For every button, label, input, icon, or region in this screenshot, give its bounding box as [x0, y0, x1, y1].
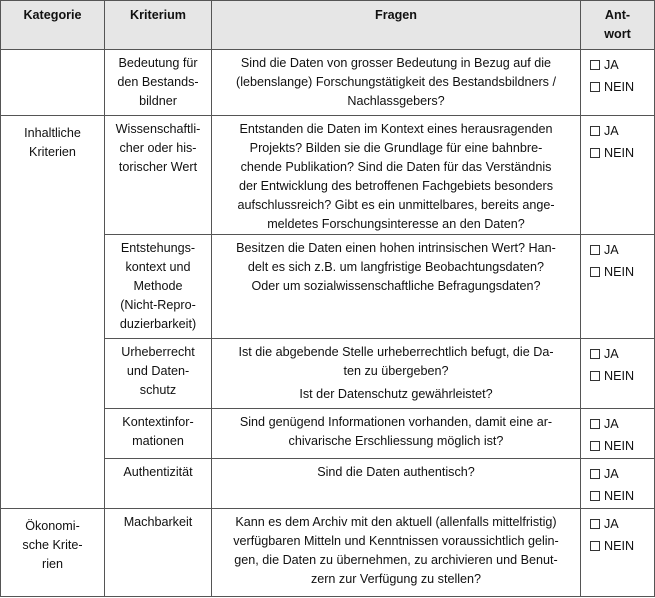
ja-checkbox[interactable] — [590, 513, 651, 535]
category-line: Kriterien — [29, 145, 76, 159]
fragen-cell — [212, 235, 581, 339]
checkbox-icon — [590, 419, 600, 429]
checkbox-icon — [590, 469, 600, 479]
kriterium-cell — [105, 116, 212, 235]
header-antwort-line-2: wort — [604, 27, 631, 41]
fragen-line: chivarische Erschliessung möglich ist? — [288, 434, 504, 448]
kriterium-cell — [105, 339, 212, 409]
table-row — [1, 116, 655, 235]
fragen-line: Entstanden die Daten im Kontext eines herausragenden — [239, 122, 553, 136]
fragen-line: aufschlussreich? Gibt es ein unmittelbares, bereits ange- — [237, 198, 555, 212]
fragen-line: Besitzen die Daten einen hohen intrinsischen Wert? Han- — [236, 241, 556, 255]
ja-checkbox[interactable] — [590, 463, 651, 485]
antwort-cell — [581, 459, 655, 509]
kriterium-cell — [105, 509, 212, 597]
nein-checkbox[interactable] — [590, 142, 651, 164]
nein-label: NEIN — [604, 539, 635, 553]
fragen-line: verfügbaren Mitteln und Kenntnissen voraussichtlich gelin- — [233, 534, 559, 548]
kriterium-line: (Nicht-Repro- — [120, 298, 196, 312]
antwort-cell — [581, 409, 655, 459]
nein-checkbox[interactable] — [590, 261, 651, 283]
kriterium-line: Bedeutung für — [118, 56, 198, 70]
ja-checkbox[interactable] — [590, 413, 651, 435]
antwort-cell — [581, 50, 655, 116]
ja-label: JA — [604, 243, 619, 257]
category-cell-inhaltlich — [1, 116, 105, 509]
ja-checkbox[interactable] — [590, 239, 651, 261]
kriterium-line: duzierbarkeit) — [119, 317, 197, 331]
kriterium-cell — [105, 459, 212, 509]
header-row — [1, 1, 655, 50]
header-kategorie — [1, 1, 105, 50]
ja-checkbox[interactable] — [590, 343, 651, 365]
nein-checkbox[interactable] — [590, 76, 651, 98]
fragen-line: Sind die Daten authentisch? — [317, 465, 475, 479]
nein-label: NEIN — [604, 369, 635, 383]
kriterium-line: den Bestands- — [117, 75, 199, 89]
fragen-line: Nachlassgebers? — [347, 94, 445, 108]
checkbox-icon — [590, 349, 600, 359]
nein-label: NEIN — [604, 439, 635, 453]
fragen-line: (lebenslange) Forschungstätigkeit des Bestandsbildners / — [236, 75, 556, 89]
kriterium-line: Machbarkeit — [123, 515, 193, 529]
fragen-line: Kann es dem Archiv mit den aktuell (allenfalls mittelfristig) — [235, 515, 557, 529]
fragen-line: zern zur Verfügung zu stellen? — [310, 572, 482, 586]
fragen-cell — [212, 116, 581, 235]
antwort-cell — [581, 235, 655, 339]
category-line: sche Krite- — [22, 538, 83, 552]
fragen-line: Projekts? Bilden sie die Grundlage für eine bahnbre- — [249, 141, 543, 155]
kriterium-line: Methode — [133, 279, 183, 293]
kriterium-line: Urheberrecht — [121, 345, 195, 359]
checkbox-icon — [590, 60, 600, 70]
checkbox-icon — [590, 82, 600, 92]
fragen-cell — [212, 459, 581, 509]
checkbox-icon — [590, 148, 600, 158]
header-fragen — [212, 1, 581, 50]
kriterium-line: Wissenschaftli- — [115, 122, 201, 136]
ja-label: JA — [604, 467, 619, 481]
header-kategorie-label: Kategorie — [23, 8, 82, 22]
checkbox-icon — [590, 541, 600, 551]
kriterium-line: schutz — [139, 383, 177, 397]
ja-checkbox[interactable] — [590, 120, 651, 142]
kriterium-cell — [105, 235, 212, 339]
fragen-line: Sind die Daten von grosser Bedeutung in Bezug auf die — [240, 56, 552, 70]
checkbox-icon — [590, 491, 600, 501]
checkbox-icon — [590, 267, 600, 277]
header-fragen-label: Fragen — [375, 8, 417, 22]
antwort-cell — [581, 116, 655, 235]
header-kriterium — [105, 1, 212, 50]
ja-label: JA — [604, 417, 619, 431]
ja-checkbox[interactable] — [590, 54, 651, 76]
fragen-line: Sind genügend Informationen vorhanden, damit eine ar- — [239, 415, 553, 429]
nein-label: NEIN — [604, 146, 635, 160]
fragen-line: ten zu übergeben? — [343, 364, 449, 378]
nein-label: NEIN — [604, 265, 635, 279]
nein-checkbox[interactable] — [590, 435, 651, 457]
category-line: Inhaltliche — [24, 126, 81, 140]
category-cell-oekonomisch — [1, 509, 105, 597]
antwort-cell — [581, 339, 655, 409]
fragen-cell — [212, 509, 581, 597]
fragen-line: der Entwicklung des betroffenen Fachgebiets besonders — [238, 179, 554, 193]
header-kriterium-label: Kriterium — [130, 8, 186, 22]
header-antwort-line-1: Ant- — [604, 8, 631, 22]
ja-label: JA — [604, 517, 619, 531]
kriterium-cell — [105, 409, 212, 459]
checkbox-icon — [590, 441, 600, 451]
antwort-cell — [581, 509, 655, 597]
nein-label: NEIN — [604, 80, 635, 94]
category-line: Ökonomi- — [25, 519, 80, 533]
checkbox-icon — [590, 519, 600, 529]
checkbox-icon — [590, 245, 600, 255]
fragen-line: delt es sich z.B. um langfristige Beobachtungsdaten? — [247, 260, 545, 274]
fragen-line: gen, die Daten zu übernehmen, zu archivieren und Benut- — [234, 553, 558, 567]
nein-checkbox[interactable] — [590, 365, 651, 387]
nein-label: NEIN — [604, 489, 635, 503]
nein-checkbox[interactable] — [590, 535, 651, 557]
fragen-line: Ist die abgebende Stelle urheberrechtlich befugt, die Da- — [238, 345, 554, 359]
fragen-line: meldetes Forschungsinteresse an den Daten? — [267, 217, 525, 231]
fragen-line: Oder um sozialwissenschaftliche Befragungsdaten? — [251, 279, 541, 293]
category-cell-empty — [1, 50, 105, 116]
ja-label: JA — [604, 124, 619, 138]
kriterium-line: Entstehungs- — [120, 241, 196, 255]
fragen-cell — [212, 50, 581, 116]
ja-label: JA — [604, 58, 619, 72]
fragen-cell — [212, 409, 581, 459]
nein-checkbox[interactable] — [590, 485, 651, 507]
kriterium-line: Authentizität — [123, 465, 193, 479]
kriterium-line: cher oder his- — [119, 141, 197, 155]
checkbox-icon — [590, 371, 600, 381]
kriterium-line: und Daten- — [126, 364, 190, 378]
table-row — [1, 50, 655, 116]
ja-label: JA — [604, 347, 619, 361]
fragen-line: chende Publikation? Sind die Daten für das Verständnis — [240, 160, 552, 174]
category-line: rien — [42, 557, 63, 571]
kriterium-line: bildner — [139, 94, 177, 108]
header-antwort — [581, 1, 655, 50]
fragen-cell — [212, 339, 581, 409]
checkbox-icon — [590, 126, 600, 136]
fragen-line: Ist der Datenschutz gewährleistet? — [299, 387, 493, 401]
table-row — [1, 509, 655, 597]
kriterium-line: mationen — [132, 434, 184, 448]
kriterium-line: Kontextinfor- — [122, 415, 194, 429]
kriterium-cell — [105, 50, 212, 116]
kriterium-line: kontext und — [125, 260, 191, 274]
kriterium-line: torischer Wert — [118, 160, 198, 174]
